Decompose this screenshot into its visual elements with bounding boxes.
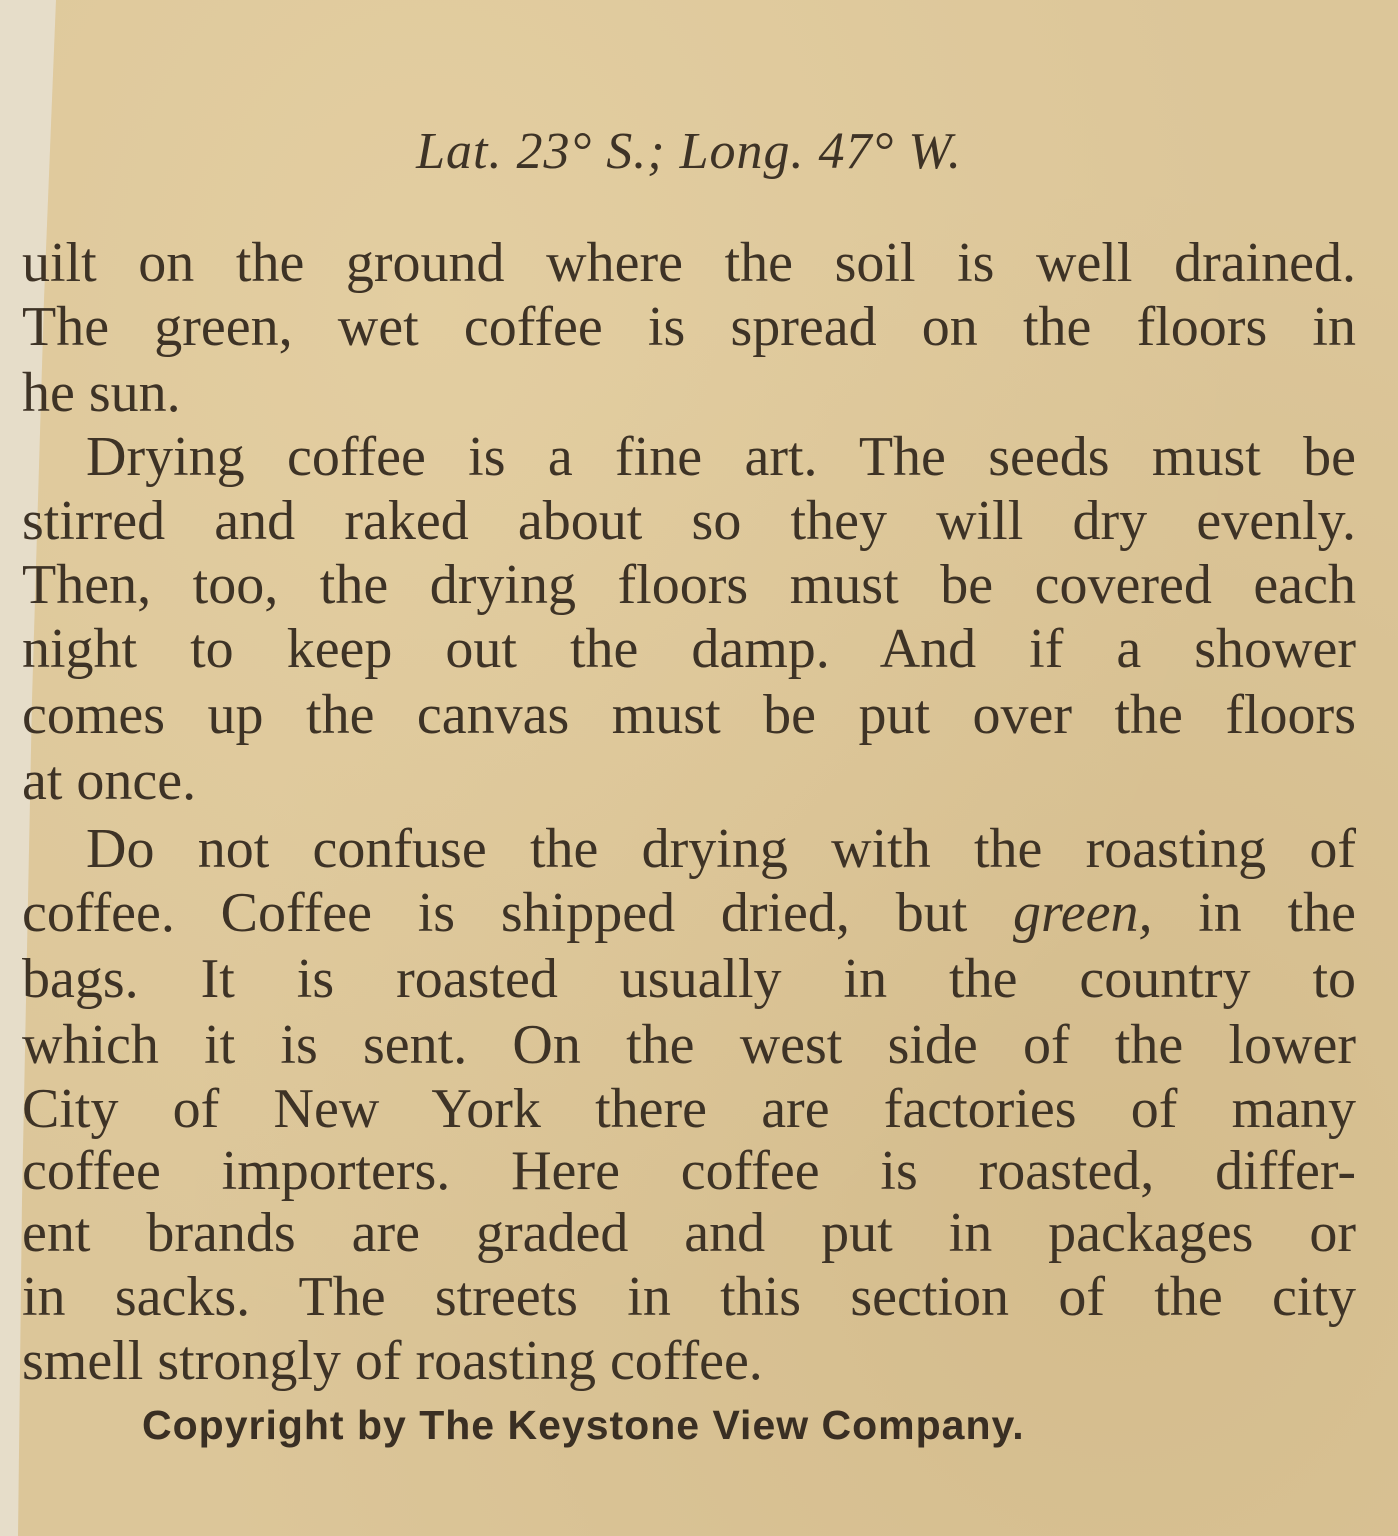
text-line: The green, wet coffee is spread on the floors in [22, 296, 1356, 358]
text-line: bags. It is roasted usually in the country to [22, 948, 1356, 1010]
text-line: he sun. [22, 362, 181, 424]
text-line: comes up the canvas must be put over the floors [22, 684, 1356, 746]
text-line: Do not confuse the drying with the roasting of [86, 818, 1356, 880]
text-line: uilt on the ground where the soil is well drained. [22, 232, 1356, 294]
text-line: Drying coffee is a fine art. The seeds must be [86, 426, 1356, 488]
coordinates-heading: Lat. 23° S.; Long. 47° W. [416, 123, 962, 180]
document-body [22, 0, 1356, 1536]
copyright-notice: Copyright by The Keystone View Company. [142, 1402, 1025, 1448]
emphasized-word: green, [1013, 882, 1153, 944]
text-segment: coffee. Coffee is shipped dried, but [22, 882, 968, 944]
text-segment: in the [1198, 882, 1356, 944]
text-line: smell strongly of roasting coffee. [22, 1330, 763, 1392]
text-line: in sacks. The streets in this section of the city [22, 1266, 1356, 1328]
text-line-with-emphasis [22, 880, 1356, 946]
text-line: ent brands are graded and put in packages or [22, 1202, 1356, 1264]
text-line: Then, too, the drying floors must be covered each [22, 554, 1356, 616]
text-line: City of New York there are factories of many [22, 1078, 1356, 1140]
text-line: coffee importers. Here coffee is roasted, differ- [22, 1140, 1356, 1202]
text-line: which it is sent. On the west side of the lower [22, 1014, 1356, 1076]
text-line: at once. [22, 750, 197, 812]
text-line: night to keep out the damp. And if a shower [22, 618, 1356, 680]
text-line: stirred and raked about so they will dry evenly. [22, 490, 1356, 552]
